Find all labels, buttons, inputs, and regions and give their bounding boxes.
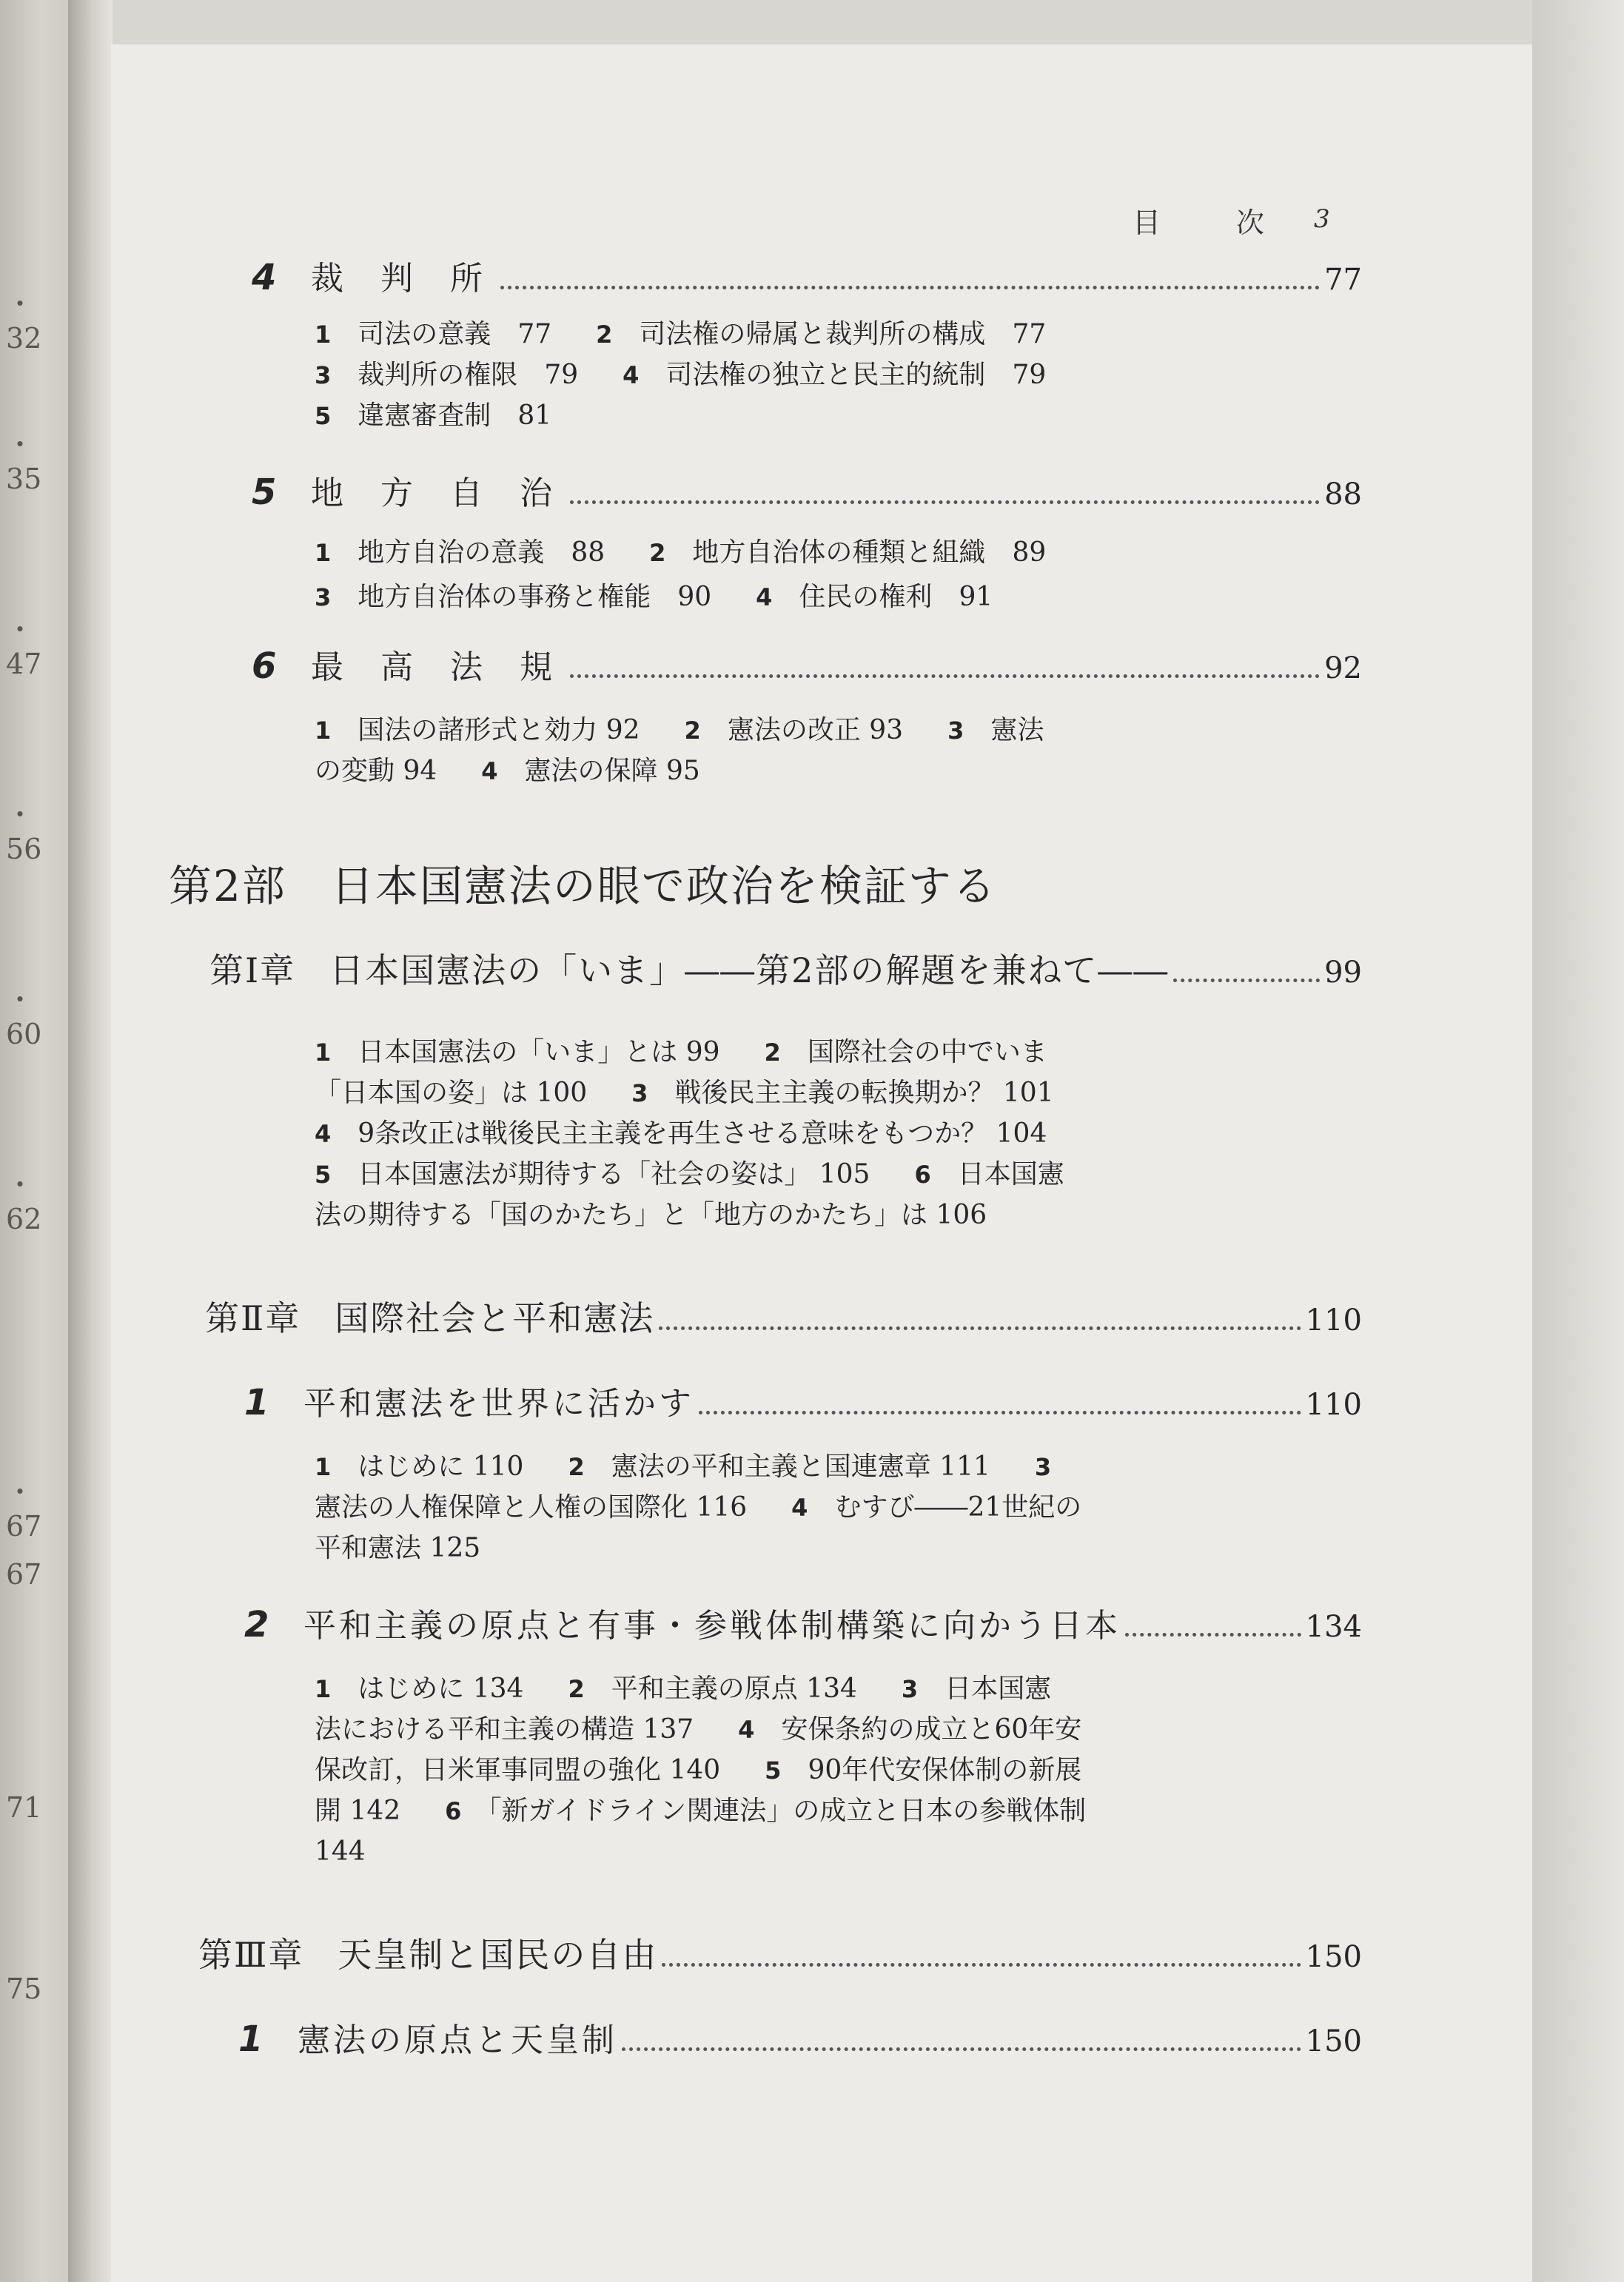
running-head-label: 次 [1236,207,1265,239]
leader-dots [662,1963,1301,1967]
left-page-number: 67 [6,1558,42,1591]
page-number: 110 [1305,1388,1362,1422]
running-head-label: 目 [1133,207,1161,239]
running-head-page: 3 [1314,204,1330,234]
section-title: 裁 判 所 [311,260,496,298]
toc-chapter-entry[interactable] [209,944,1362,993]
section-title: 憲法の原点と天皇制 [298,2021,617,2059]
toc-chapter-entry[interactable] [198,1928,1362,1977]
toc-section-entry[interactable] [252,640,1362,688]
subsection-line: 憲法の人権保障と人権の国際化 116 4 むすび――21世紀の [315,1492,1082,1523]
subsection-line: 3 裁判所の権限 79 4 司法権の独立と民主的統制 79 [315,360,1047,390]
leader-dots [622,2047,1301,2051]
section-title: 平和憲法を世界に活かす [303,1385,694,1423]
subsection-line: 「日本国の姿」は 100 3 戦後民主主義の転換期か？ 101 [315,1078,1054,1108]
left-page-edge [0,0,68,2282]
leader-dots [1173,979,1320,982]
book-gutter [68,0,113,2282]
leader-dots [1125,1633,1301,1637]
subsection-line: 1 国法の諸形式と効力 92 2 憲法の改正 93 3 憲法 [315,715,1044,745]
section-number: 2 [244,1604,269,1645]
left-page-number: ・35 [6,429,42,495]
toc-section-entry[interactable] [238,2013,1362,2061]
left-page-number: ・56 [6,799,42,865]
page-number: 150 [1305,2024,1362,2058]
leader-dots [570,674,1320,678]
subsection-line: 1 地方自治の意義 88 2 地方自治体の種類と組織 89 [315,537,1047,568]
subsection-line: 5 違憲審査制 81 [315,400,552,431]
chapter-title: 天皇制と国民の自由 [338,1935,658,1975]
toc-chapter-entry[interactable] [205,1292,1362,1340]
section-number: 6 [252,645,277,687]
subsection-line: 4 9条改正は戦後民主主義を再生させる意味をもつか？ 104 [315,1118,1047,1149]
background-edge [1532,0,1624,2282]
section-title: 最 高 法 規 [311,648,566,686]
subsection-line: 開 142 6 「新ガイドライン関連法」の成立と日本の参戦体制 [315,1796,1087,1826]
toc-section-entry[interactable] [244,1377,1362,1424]
page-number: 88 [1324,477,1362,511]
left-page-number: ・67 [6,1476,42,1543]
toc-section-entry[interactable] [252,466,1362,514]
section-number: 1 [238,2018,264,2060]
subsection-line: 1 日本国憲法の「いま」とは 99 2 国際社会の中でいま [315,1037,1047,1067]
subsection-line: 3 地方自治体の事務と権能 90 4 住民の権利 91 [315,582,993,612]
section-number: 4 [252,257,277,298]
subsection-line: 保改訂，日米軍事同盟の強化 140 5 90年代安保体制の新展 [315,1755,1082,1785]
toc-section-entry[interactable] [252,252,1362,299]
chapter-title: 国際社会と平和憲法 [335,1298,655,1338]
left-page-number: ・60 [6,984,42,1050]
left-page-number: ・47 [6,614,42,680]
chapter-label: 第Ⅰ章 [209,950,296,990]
subsection-line: 法における平和主義の構造 137 4 安保条約の成立と60年安 [315,1714,1082,1745]
leader-dots [659,1326,1301,1330]
chapter-label: 第Ⅱ章 [205,1298,301,1338]
chapter-title: 日本国憲法の「いま」――第2部の解題を兼ねて―― [329,950,1170,990]
subsection-line: 144 [315,1836,366,1867]
subsection-line: の変動 94 4 憲法の保障 95 [315,756,700,786]
leader-dots [699,1411,1301,1414]
left-page-number: ・32 [6,288,42,355]
subsection-line: 1 はじめに 110 2 憲法の平和主義と国連憲章 111 3 [315,1452,1052,1482]
toc-section-entry[interactable] [244,1599,1362,1646]
page-number: 77 [1324,263,1362,297]
subsection-line: 1 はじめに 134 2 平和主義の原点 134 3 日本国憲 [315,1674,1052,1704]
left-page-number: 71 [6,1791,42,1824]
part-title: 第2部 日本国憲法の眼で政治を検証する [169,861,997,911]
left-page-number: ・62 [6,1169,42,1235]
section-number: 1 [244,1382,269,1423]
section-title: 平和主義の原点と有事・参戦体制構築に向かう日本 [303,1607,1121,1645]
page-number: 92 [1324,651,1362,685]
chapter-label: 第Ⅲ章 [198,1935,304,1975]
leader-dots [500,286,1320,289]
subsection-line: 法の期待する「国のかたち」と「地方のかたち」は 106 [315,1200,987,1230]
page-number: 99 [1324,956,1362,990]
page-number: 134 [1305,1610,1362,1644]
page-number: 150 [1305,1940,1362,1974]
section-title: 地 方 自 治 [311,474,566,512]
leader-dots [570,500,1320,504]
subsection-line: 平和憲法 125 [315,1533,481,1563]
left-page-number: 75 [6,1973,42,2005]
section-number: 5 [252,471,277,513]
page-number: 110 [1305,1303,1362,1338]
subsection-line: 1 司法の意義 77 2 司法権の帰属と裁判所の構成 77 [315,319,1047,349]
subsection-line: 5 日本国憲法が期待する「社会の姿は」 105 6 日本国憲 [315,1159,1064,1189]
